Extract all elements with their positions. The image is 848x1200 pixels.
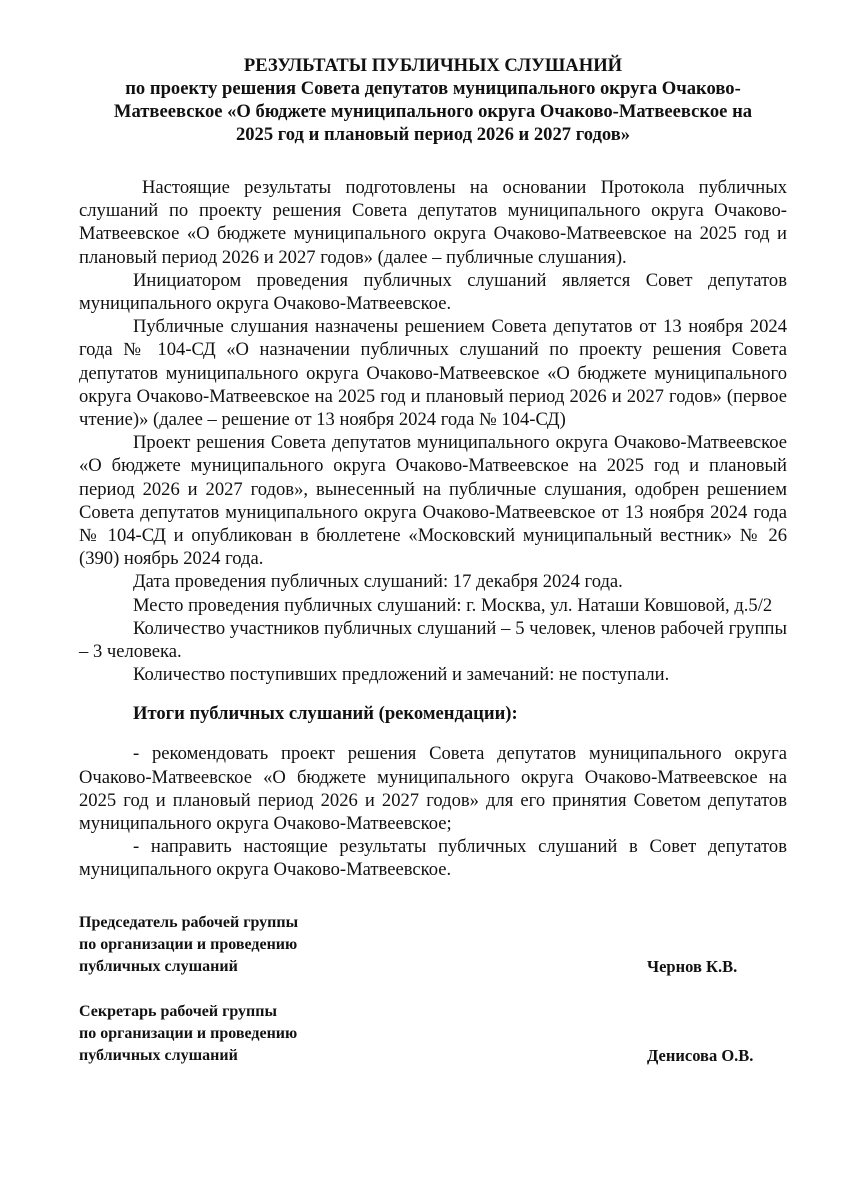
recommendation-item: - рекомендовать проект решения Совета депутатов муниципального округа Очаково-Матвеевское «О бюджете муниципального округа Очаково-Матвеевское на 2025 год и плановый период 2026 и 2027 годов» для его принятия Советом депутатов муниципального округа Очаково-Матвеевское;	[79, 743, 787, 835]
paragraph-location: Место проведения публичных слушаний: г. Москва, ул. Наташи Ковшовой, д.5/2	[133, 594, 773, 616]
signature-chairman	[79, 912, 787, 978]
signature-role-line: Секретарь рабочей группы	[79, 1002, 277, 1020]
recommendations-list	[79, 742, 787, 881]
title-line: 2025 год и плановый период 2026 и 2027 годов»	[235, 124, 631, 145]
title-line: Матвеевское «О бюджете муниципального округа Очаково-Матвеевское на	[113, 101, 753, 122]
paragraph-project-approval: Проект решения Совета депутатов муниципального округа Очаково-Матвеевское «О бюджете муниципального округа Очаково-Матвеевское на 2025 год и плановый период 2026 и 2027 годов», вынесенный на публичные слушания, одобрен решением Совета депутатов муниципального округа Очаково-Матвеевское от 13 ноября 2024 года № 104-СД и опубликован в бюллетене «Московский муниципальный вестник» № 26 (390) ноябрь 2024 года.	[79, 432, 787, 570]
recommendation-item: - направить настоящие результаты публичных слушаний в Совет депутатов муниципального округа Очаково-Матвеевское.	[79, 836, 787, 881]
title-line: по проекту решения Совета депутатов муниципального округа Очаково-	[125, 78, 741, 99]
title-line: РЕЗУЛЬТАТЫ ПУБЛИЧНЫХ СЛУШАНИЙ	[243, 55, 623, 76]
paragraph-basis: Настоящие результаты подготовлены на основании Протокола публичных слушаний по проекту решения Совета депутатов муниципального округа Очаково-Матвеевское «О бюджете муниципального округа Очаково-Матвеевское на 2025 год и плановый период 2026 и 2027 годов» (далее – публичные слушания).	[79, 177, 787, 268]
results-heading: Итоги публичных слушаний (рекомендации):	[133, 703, 518, 725]
document-body	[79, 176, 787, 686]
signature-secretary	[79, 1001, 787, 1067]
signature-name: Чернов К.В.	[647, 956, 738, 976]
document-page	[79, 54, 787, 1067]
signature-role-line: по организации и проведению	[79, 935, 298, 953]
signature-role-line: публичных слушаний	[79, 1046, 238, 1064]
signature-name: Денисова О.В.	[647, 1045, 754, 1065]
paragraph-date: Дата проведения публичных слушаний: 17 декабря 2024 года.	[133, 571, 623, 593]
signature-role-line: Председатель рабочей группы	[79, 913, 299, 931]
paragraph-proposals: Количество поступивших предложений и замечаний: не поступали.	[133, 664, 670, 686]
paragraph-initiator: Инициатором проведения публичных слушаний является Совет депутатов муниципального округа Очаково-Матвеевское.	[79, 269, 787, 315]
document-title	[79, 54, 787, 146]
paragraph-appointment: Публичные слушания назначены решением Совета депутатов от 13 ноября 2024 года № 104-СД «О назначении публичных слушаний по проекту решения Совета депутатов муниципального округа Очаково-Матвеевское «О бюджете муниципального округа Очаково-Матвеевское на 2025 год и плановый период 2026 и 2027 годов» (первое чтение)» (далее – решение от 13 ноября 2024 года № 104-СД)	[79, 316, 787, 431]
paragraph-participants: Количество участников публичных слушаний – 5 человек, членов рабочей группы – 3 человека.	[79, 617, 787, 663]
signature-role-line: публичных слушаний	[79, 957, 238, 975]
signature-role-line: по организации и проведению	[79, 1024, 298, 1042]
